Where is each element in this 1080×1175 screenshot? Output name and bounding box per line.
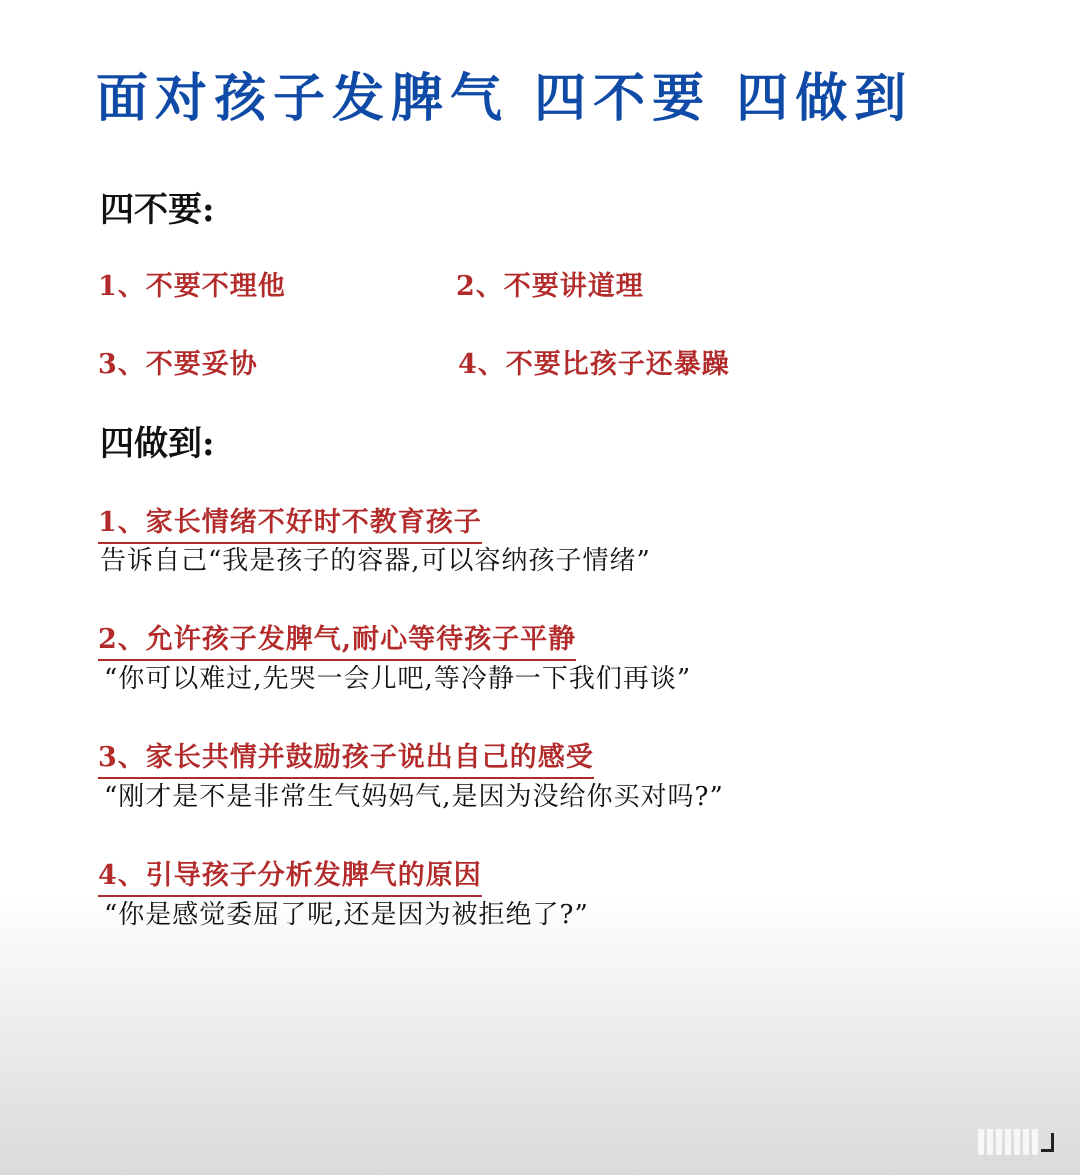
dont-heading: 四不要:	[100, 190, 215, 230]
corner-bracket-icon	[1041, 1133, 1054, 1152]
do-item-1-head: 1、家长情绪不好时不教育孩子	[98, 500, 482, 544]
dont-item-2: 2、不要讲道理	[456, 271, 644, 302]
do-heading: 四做到:	[100, 424, 215, 464]
dont-item-1: 1、不要不理他	[98, 271, 286, 302]
do-item-2-desc: “你可以难过,先哭一会儿吧,等冷静一下我们再谈”	[104, 664, 692, 694]
do-item-3-head: 3、家长共情并鼓励孩子说出自己的感受	[98, 735, 594, 779]
dont-item-4: 4、不要比孩子还暴躁	[458, 349, 730, 380]
page-title: 面对孩子发脾气 四不要 四做到	[96, 69, 914, 129]
dont-item-3: 3、不要妥协	[98, 349, 258, 380]
do-item-1-desc: 告诉自己“我是孩子的容器,可以容纳孩子情绪”	[100, 546, 651, 576]
do-item-4-desc: “你是感觉委屈了呢,还是因为被拒绝了?”	[104, 900, 589, 930]
do-item-2-head: 2、允许孩子发脾气,耐心等待孩子平静	[98, 617, 576, 661]
do-item-4-head: 4、引导孩子分析发脾气的原因	[98, 853, 482, 897]
watermark-mark	[978, 1129, 1054, 1155]
do-item-3-desc: “刚才是不是非常生气妈妈气,是因为没给你买对吗?”	[104, 782, 724, 812]
